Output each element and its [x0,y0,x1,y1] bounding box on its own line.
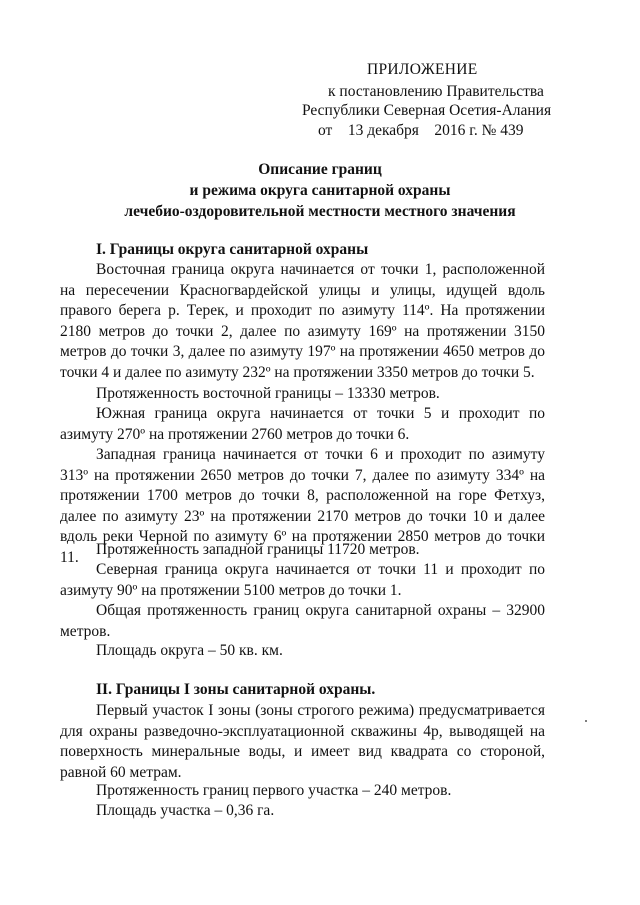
section-2-paragraph: Первый участок I зоны (зоны строгого режима) предусматривается для охраны разведочно-эксплуатационной скважины 4р, выводящей на поверхность минеральные воды, и имеет вид квадрата со стороной, равной 60 метрам. [60,702,545,781]
title-line-1: Описание границ [258,161,382,178]
section-1-paragraph: Протяженность восточной границы – 13330 метров. [96,385,440,402]
section-1-paragraph: Общая протяженность границ округа санитарной охраны – 32900 метров. [60,602,545,640]
section-1-paragraph: Протяженность западной границы 11720 метров. [96,541,420,558]
appendix-line-2: Республики Северная Осетия-Алания [302,102,552,119]
section-1-paragraph: Западная граница начинается от точки 6 и проходит по азимуту 313º на протяжении 2650 метров до точки 7, далее по азимуту 334º на протяжении 1700 метров до точки 8, расположенной на горе Фетхуз, далее по азимуту 23º на протяжении 2170 метров до точки 10 и далее вдоль реки Черной по азимуту 6º на протяжении 2850 метров до точки 11. [60,446,545,566]
section-1-paragraph: Южная граница округа начинается от точки 5 и проходит по азимуту 270º на протяжении 2760 метров до точки 6. [60,405,545,443]
section-1-paragraph: Северная граница округа начинается от точки 11 и проходит по азимуту 90º на протяжении 5100 метров до точки 1. [60,561,545,599]
appendix-line-1: к постановлению Правительства [328,83,544,100]
section-2-paragraph: Площадь участка – 0,36 га. [96,802,275,819]
appendix-date-line: от 13 декабря 2016 г. № 439 [318,122,524,139]
section-2-heading: II. Границы I зоны санитарной охраны. [96,681,376,698]
scan-speck [585,720,587,722]
section-1-heading: I. Границы округа санитарной охраны [96,241,369,258]
title-line-3: лечебио-оздоровительной местности местного значения [124,203,516,220]
section-1-paragraph: Восточная граница округа начинается от точки 1, расположенной на пересечении Красногвардейской улицы и улицы, идущей вдоль правого берега р. Терек, и проходит по азимуту 114º. На протяжении 2180 метров до точки 2, далее по азимуту 169º на протяжении 3150 метров до точки 3, далее по азимуту 197º на протяжении 4650 метров до точки 4 и далее по азимуту 232º на протяжении 3350 метров до точки 5. [60,261,545,381]
section-2-paragraph: Протяженность границ первого участка – 240 метров. [96,782,452,799]
title-line-2: и режима округа санитарной охраны [189,182,451,199]
appendix-title: ПРИЛОЖЕНИЕ [367,61,478,78]
section-1-paragraph: Площадь округа – 50 кв. км. [96,642,283,659]
